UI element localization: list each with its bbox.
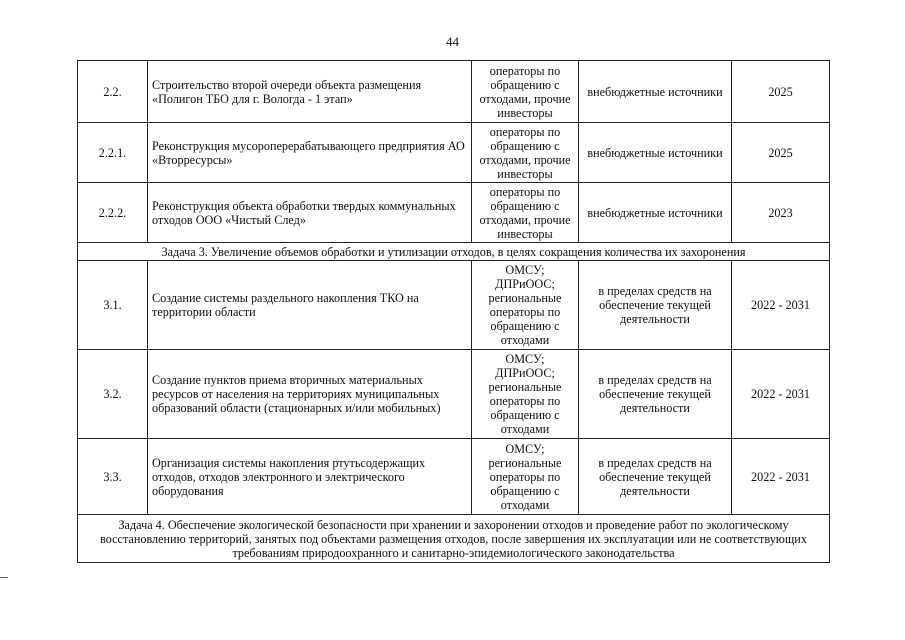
measures-table bbox=[77, 60, 830, 563]
measure-name: Реконструкция мусороперерабатывающего предприятия АО «Вторресурсы» bbox=[148, 123, 472, 183]
task-heading: Задача 3. Увеличение объемов обработки и утилизации отходов, в целях сокращения количества их захоронения bbox=[78, 243, 830, 261]
funding-source: в пределах средств на обеспечение текущей деятельности bbox=[579, 261, 732, 350]
term: 2025 bbox=[732, 61, 830, 123]
measure-name: Создание пунктов приема вторичных материальных ресурсов от населения на территориях муниципальных образований области (стационарных и/или мобильных) bbox=[148, 350, 472, 439]
measure-name: Организация системы накопления ртутьсодержащих отходов, отходов электронного и электрического оборудования bbox=[148, 439, 472, 515]
row-number: 3.2. bbox=[78, 350, 148, 439]
funding-source: внебюджетные источники bbox=[579, 123, 732, 183]
row-number: 2.2.2. bbox=[78, 183, 148, 243]
funding-source: в пределах средств на обеспечение текущей деятельности bbox=[579, 439, 732, 515]
funding-source: внебюджетные источники bbox=[579, 61, 732, 123]
term: 2022 - 2031 bbox=[732, 439, 830, 515]
executors: ОМСУ; ДПРиООС; региональные операторы по обращению с отходами bbox=[472, 261, 579, 350]
row-number: 3.1. bbox=[78, 261, 148, 350]
executors: операторы по обращению с отходами, прочие инвесторы bbox=[472, 123, 579, 183]
executors: операторы по обращению с отходами, прочие инвесторы bbox=[472, 61, 579, 123]
table-row bbox=[78, 61, 830, 123]
executors: операторы по обращению с отходами, прочие инвесторы bbox=[472, 183, 579, 243]
page-number: 44 bbox=[446, 34, 459, 49]
term: 2022 - 2031 bbox=[732, 350, 830, 439]
row-number: 3.3. bbox=[78, 439, 148, 515]
table-row bbox=[78, 123, 830, 183]
measure-name: Строительство второй очереди объекта размещения «Полигон ТБО для г. Вологда - 1 этап» bbox=[148, 61, 472, 123]
table-row bbox=[78, 350, 830, 439]
task-row bbox=[78, 243, 830, 261]
measure-name: Реконструкция объекта обработки твердых коммунальных отходов ООО «Чистый След» bbox=[148, 183, 472, 243]
row-number: 2.2.1. bbox=[78, 123, 148, 183]
task-heading: Задача 4. Обеспечение экологической безопасности при хранении и захоронении отходов и проведение работ по экологическому восстановлению территорий, занятых под объектами размещения отходов, после завершения их эксплуатации или не соответствующих требованиям природоохранного и санитарно-эпидемиологического законодательства bbox=[78, 515, 830, 563]
executors: ОМСУ; ДПРиООС; региональные операторы по обращению с отходами bbox=[472, 350, 579, 439]
term: 2023 bbox=[732, 183, 830, 243]
funding-source: в пределах средств на обеспечение текущей деятельности bbox=[579, 350, 732, 439]
term: 2025 bbox=[732, 123, 830, 183]
table-row bbox=[78, 183, 830, 243]
term: 2022 - 2031 bbox=[732, 261, 830, 350]
table-row bbox=[78, 261, 830, 350]
row-number: 2.2. bbox=[78, 61, 148, 123]
margin-mark bbox=[0, 577, 8, 578]
measure-name: Создание системы раздельного накопления ТКО на территории области bbox=[148, 261, 472, 350]
funding-source: внебюджетные источники bbox=[579, 183, 732, 243]
executors: ОМСУ; региональные операторы по обращению с отходами bbox=[472, 439, 579, 515]
task-row bbox=[78, 515, 830, 563]
table-row bbox=[78, 439, 830, 515]
